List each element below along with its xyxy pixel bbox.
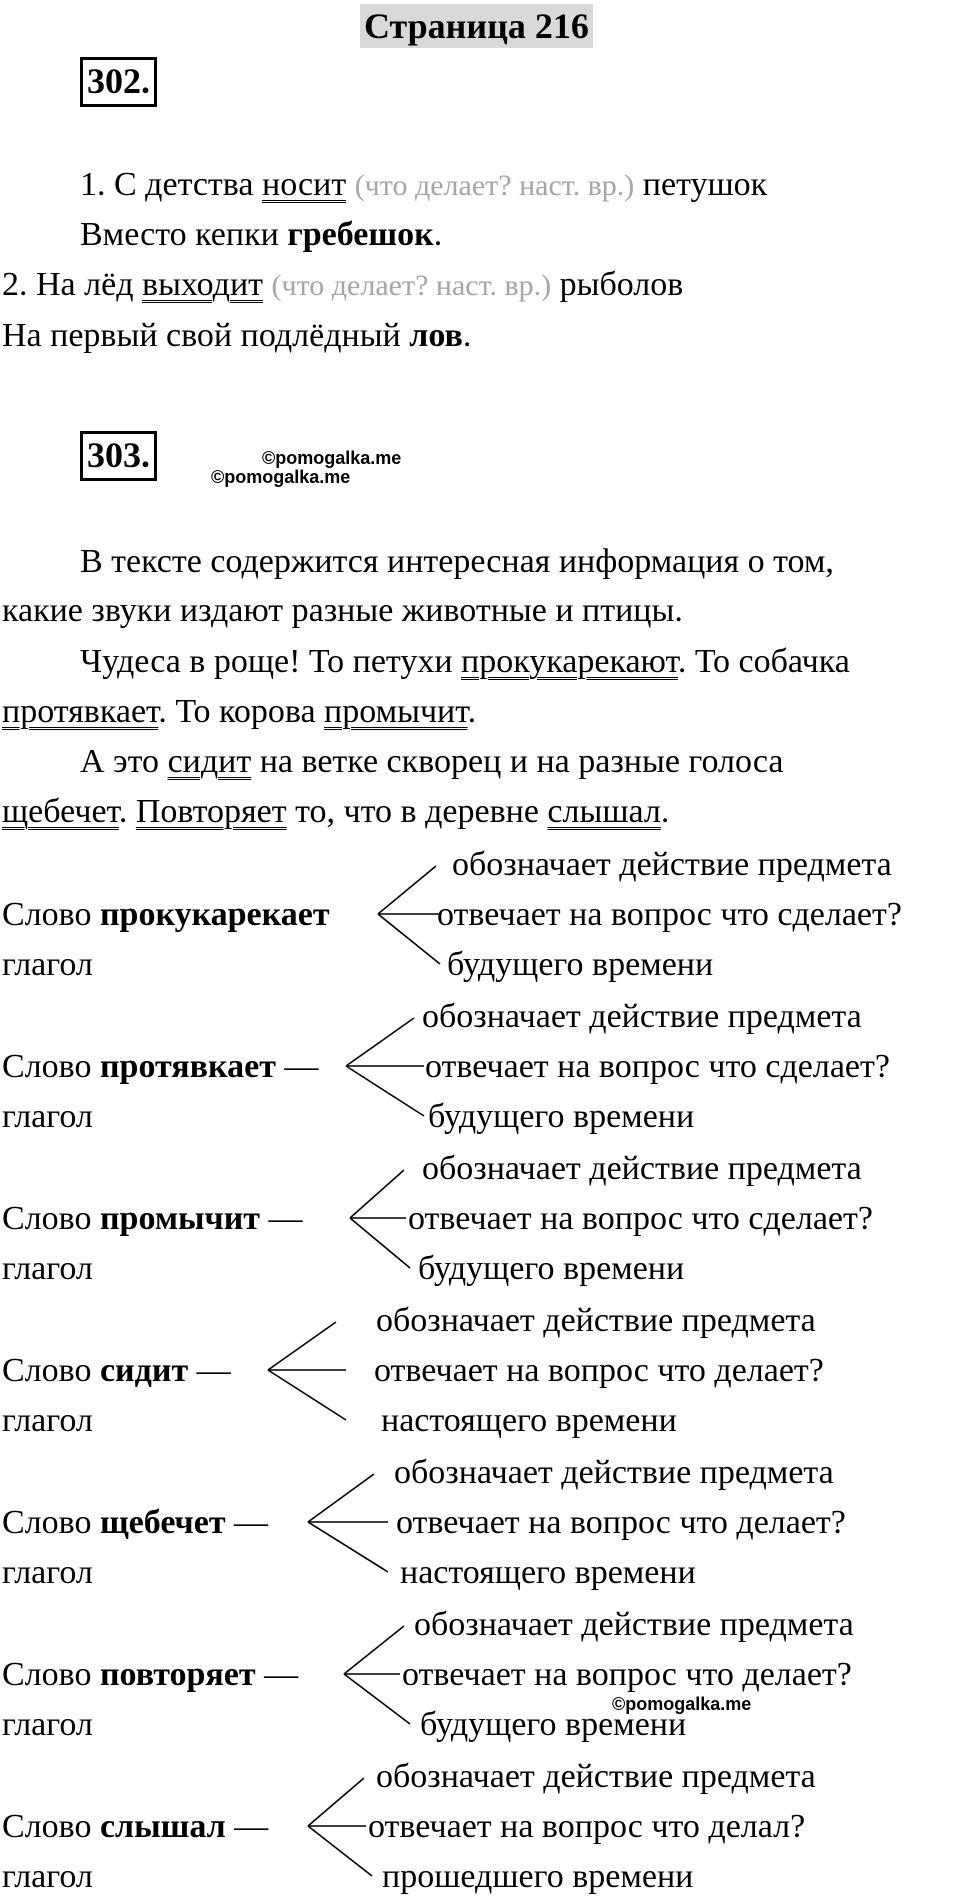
analysis-2-branch-2: отвечает на вопрос что сделает?: [425, 1048, 890, 1085]
ex302-line-4-suffix: .: [462, 317, 472, 354]
analysis-3-branch-2: отвечает на вопрос что сделает?: [408, 1200, 873, 1237]
analysis-6-word-prefix: Слово: [2, 1656, 100, 1693]
ex302-hint-2: (что делает? наст. вр.): [271, 269, 552, 302]
ex303-para2-line2-suffix: .: [467, 693, 477, 730]
analysis-7-branch-2: отвечает на вопрос что делал?: [368, 1808, 806, 1845]
ex303-para1-line1: В тексте содержится интересная информация о том,: [80, 543, 834, 580]
analysis-4-branch-2: отвечает на вопрос что делает?: [374, 1352, 824, 1389]
analysis-7-branch-3: прошедшего времени: [382, 1858, 694, 1895]
ex302-line-3-suffix: рыболов: [551, 266, 684, 303]
analysis-1-word-bold: прокукарекает: [99, 896, 330, 933]
word-lov: лов: [409, 317, 463, 354]
analysis-5-word-prefix: Слово: [2, 1504, 100, 1541]
analysis-2-branch-1: обозначает действие предмета: [422, 998, 862, 1035]
analysis-1-pos: глагол: [2, 946, 93, 983]
analysis-4-dash: —: [188, 1352, 231, 1389]
analysis-7-word-bold: слышал: [99, 1808, 226, 1845]
analysis-3-dash: —: [260, 1200, 303, 1237]
analysis-6-word-bold: повторяет: [99, 1656, 256, 1693]
analysis-2-word-prefix: Слово: [2, 1048, 100, 1085]
watermark-1: ©pomogalka.me: [262, 448, 402, 468]
analysis-4-pos: глагол: [2, 1402, 93, 1439]
analysis-2-branch-3: будущего времени: [428, 1098, 695, 1135]
word-grebeshok: гребешок: [287, 216, 434, 253]
watermark-2: ©pomogalka.me: [211, 467, 351, 487]
analysis-6-dash: —: [255, 1656, 299, 1693]
page-title: Страница 216: [360, 4, 593, 48]
verb-promychit: промычит: [324, 693, 468, 730]
analysis-7-dash: —: [225, 1808, 269, 1845]
ex303-para2-suffix: . То собачка: [677, 643, 850, 680]
analysis-5-pos: глагол: [2, 1554, 93, 1591]
ex302-line-2-prefix: Вместо кепки: [80, 216, 288, 253]
verb-nosit: носит: [262, 166, 347, 203]
analysis-4-branch-3: настоящего времени: [381, 1402, 677, 1439]
exercise-303-number: 303.: [80, 431, 157, 481]
analysis-1-branch-3: будущего времени: [447, 946, 714, 983]
analysis-6-branch-2: отвечает на вопрос что делает?: [402, 1656, 852, 1693]
analysis-5-branch-2: отвечает на вопрос что делает?: [396, 1504, 846, 1541]
analysis-3-word-prefix: Слово: [2, 1200, 100, 1237]
ex302-line-1-prefix: 1. С детства: [80, 166, 262, 203]
ex302-line-2-suffix: .: [433, 216, 443, 253]
ex302-line-1-suffix: петушок: [634, 166, 768, 203]
analysis-4-word-bold: сидит: [99, 1352, 189, 1389]
analysis-3-word-bold: промычит: [99, 1200, 260, 1237]
analysis-1-branch-1: обозначает действие предмета: [452, 846, 892, 883]
ex303-para3-sep: .: [118, 793, 136, 830]
analysis-3-branch-3: будущего времени: [418, 1250, 685, 1287]
ex302-line-4-prefix: На первый свой подлёдный: [2, 317, 410, 354]
analysis-2-word-bold: протявкает: [99, 1048, 276, 1085]
ex303-para3-suffix: на ветке скворец и на разные голоса: [251, 743, 784, 780]
analysis-4-branch-1: обозначает действие предмета: [376, 1302, 816, 1339]
analysis-1-word-prefix: Слово: [2, 896, 100, 933]
ex303-para2-mid: . То корова: [158, 693, 325, 730]
analysis-7-pos: глагол: [2, 1858, 93, 1895]
ex302-line-3-prefix: 2. На лёд: [2, 266, 143, 303]
verb-shchebechet: щебечет: [2, 793, 119, 830]
analysis-5-branch-3: настоящего времени: [400, 1554, 696, 1591]
verb-vykhodit: выходит: [142, 266, 263, 303]
verb-prokukarekayut: прокукарекают: [461, 643, 678, 680]
verb-slyshal: слышал: [547, 793, 661, 830]
analysis-7-branch-1: обозначает действие предмета: [376, 1758, 816, 1795]
ex302-hint-1: (что делает? наст. вр.): [354, 169, 635, 202]
ex303-para2-prefix: Чудеса в роще! То петухи: [80, 643, 462, 680]
analysis-5-word-bold: щебечет: [99, 1504, 226, 1541]
exercise-302-number: 302.: [80, 57, 157, 107]
analysis-5-branch-1: обозначает действие предмета: [394, 1454, 834, 1491]
analysis-2-dash: —: [275, 1048, 319, 1085]
analysis-3-pos: глагол: [2, 1250, 93, 1287]
analysis-7-word-prefix: Слово: [2, 1808, 100, 1845]
verb-sidit: сидит: [167, 743, 252, 780]
analysis-6-branch-1: обозначает действие предмета: [414, 1606, 854, 1643]
analysis-6-branch-3: будущего времени: [420, 1706, 687, 1743]
analysis-6-pos: глагол: [2, 1706, 93, 1743]
watermark-3: ©pomogalka.me: [612, 1694, 752, 1714]
ex303-para1-line2: какие звуки издают разные животные и птицы.: [2, 592, 683, 629]
analysis-1-branch-2: отвечает на вопрос что сделает?: [437, 896, 902, 933]
analysis-5-dash: —: [225, 1504, 269, 1541]
ex303-para3-line2-suffix: .: [660, 793, 670, 830]
verb-povtoryaet: Повторяет: [135, 793, 287, 830]
analysis-2-pos: глагол: [2, 1098, 93, 1135]
verb-protyavkaet: протявкает: [2, 693, 159, 730]
analysis-4-word-prefix: Слово: [2, 1352, 100, 1389]
analysis-3-branch-1: обозначает действие предмета: [422, 1150, 862, 1187]
ex303-para3-prefix: А это: [80, 743, 168, 780]
ex303-para3-mid: то, что в деревне: [286, 793, 548, 830]
